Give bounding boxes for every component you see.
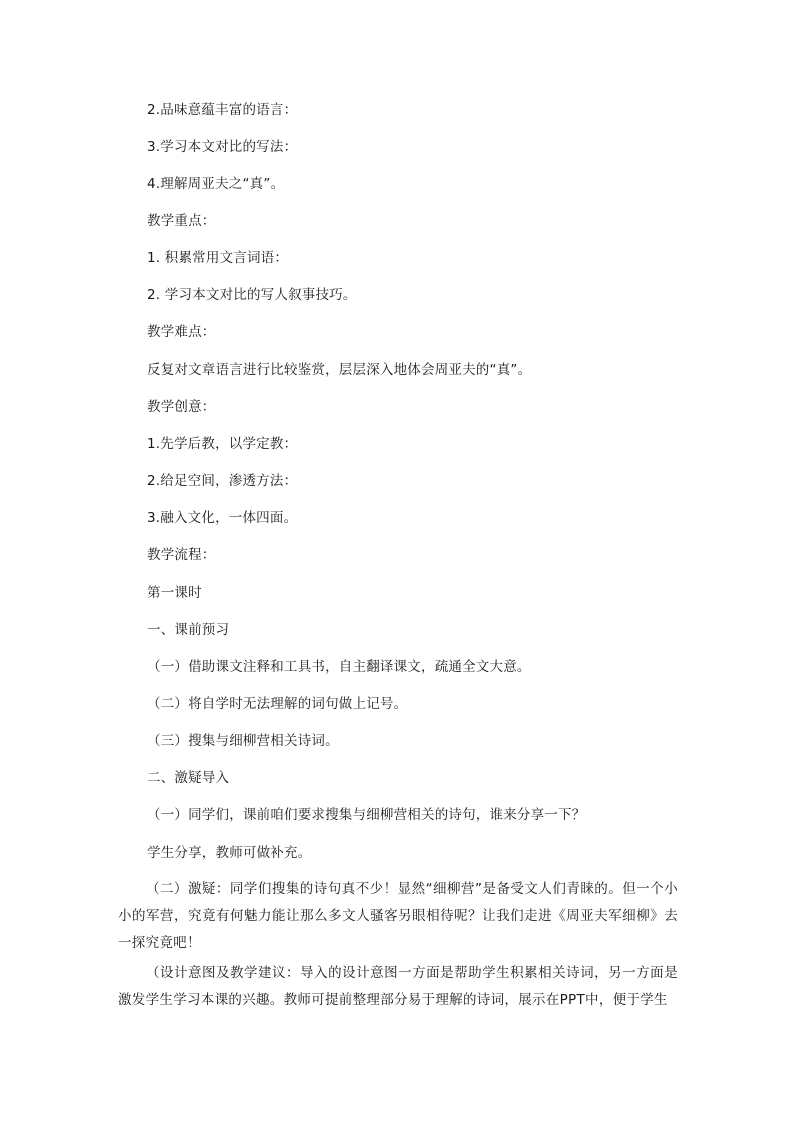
heading-creativity: 教学创意： xyxy=(147,399,216,415)
intro-item-2-paragraph: （二）激疑：同学们搜集的诗句真不少！显然“细柳营”是备受文人们青睐的。但一个小小的军营，究竟有何魅力能让那么多文人骚客另眼相待呢？让我们走进《周亚夫军细柳》去一探究竟吧！ xyxy=(118,881,678,951)
preview-item-3: （三）搜集与细柳营相关诗词。 xyxy=(147,733,339,749)
intro-note: 学生分享，教师可做补充。 xyxy=(147,845,312,861)
design-intent-paragraph: （设计意图及教学建议：导入的设计意图一方面是帮助学生积累相关诗词，另一方面是激发学生学习本课的兴趣。教师可提前整理部分易于理解的诗词，展示在PPT中，便于学生 xyxy=(118,965,678,1008)
lesson-one-title: 第一课时 xyxy=(147,585,202,601)
key-point-1: 1. 积累常用文言词语： xyxy=(147,250,289,266)
creativity-2: 2.给足空间，渗透方法： xyxy=(147,473,298,489)
creativity-3: 3.融入文化，一体四面。 xyxy=(147,510,298,526)
section-introduction: 二、激疑导入 xyxy=(147,770,230,786)
heading-process: 教学流程： xyxy=(147,547,216,563)
key-point-2: 2. 学习本文对比的写人叙事技巧。 xyxy=(147,287,357,303)
heading-difficulty: 教学难点： xyxy=(147,324,216,340)
creativity-1: 1.先学后教，以学定教： xyxy=(147,436,298,452)
objective-line-4: 4.理解周亚夫之“真”。 xyxy=(147,176,285,192)
preview-item-1: （一）借助课文注释和工具书，自主翻译课文，疏通全文大意。 xyxy=(147,659,531,675)
heading-key-points: 教学重点： xyxy=(147,213,216,229)
objective-line-3: 3.学习本文对比的写法： xyxy=(147,139,298,155)
intro-item-1: （一）同学们，课前咱们要求搜集与细柳营相关的诗句，谁来分享一下？ xyxy=(147,807,586,823)
difficulty-text: 反复对文章语言进行比较鉴赏，层层深入地体会周亚夫的“真”。 xyxy=(147,362,532,378)
objective-line-2: 2.品味意蕴丰富的语言： xyxy=(147,102,298,118)
section-preview: 一、课前预习 xyxy=(147,622,230,638)
preview-item-2: （二）将自学时无法理解的词句做上记号。 xyxy=(147,696,408,712)
